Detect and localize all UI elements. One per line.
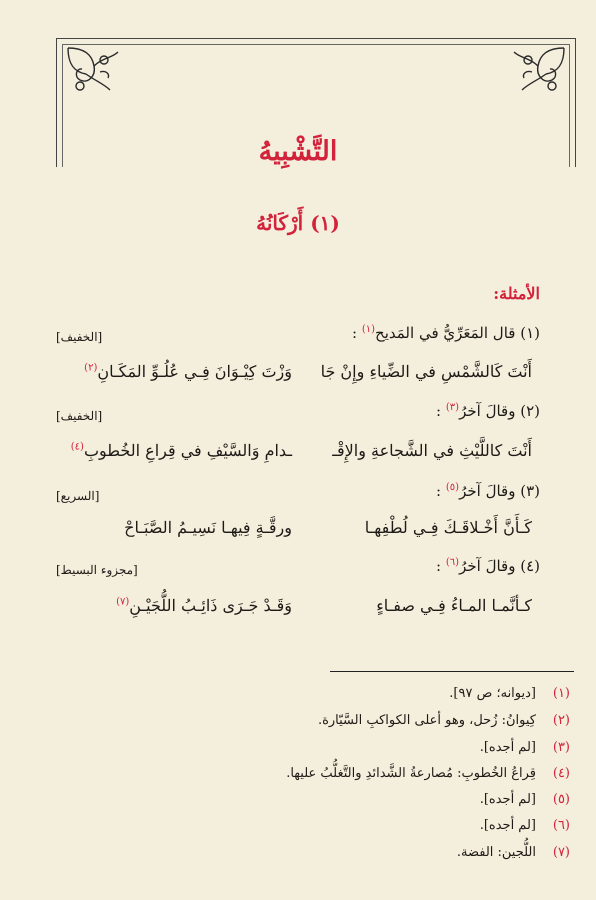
- footnote-number: (٥): [552, 792, 570, 807]
- verse-second-hemistich: ـدامِ وَالسَّيْفِ في قِراعِ الخُطوبِ$^{(٤)}$: [70, 441, 292, 460]
- footnote-item: [286, 766, 570, 781]
- section-title: (١) أَرْكَانُهُ: [256, 211, 340, 235]
- footnote-text: كِيوانُ: زُحل، وهو أعلى الكواكبِ السَّيّارة.: [317, 713, 536, 728]
- example-intro: (١) قال المَعَرِّيُّ في المَديح$^{(١)}$ :: [352, 324, 540, 342]
- footnote-item: [480, 740, 570, 755]
- footnote-ref[interactable]: (٣): [445, 402, 460, 413]
- examples-heading: الأمثلة:: [493, 284, 540, 303]
- verse-second-hemistich: ورقَّـةٍ فِيهـا نَسِيـمُ الصَّبَـاحْ: [124, 518, 292, 537]
- footnote-item: [318, 713, 570, 728]
- footnote-ref[interactable]: (٥): [445, 482, 460, 493]
- meter-label: [السريع]: [56, 489, 100, 503]
- example-intro: (٤) وقالَ آخرُ$^{(٦)}$ :: [436, 557, 540, 575]
- verse-first-hemistich: كَـأَنَّ أَخْـلاقَـكَ فِـي لُطْفِهـا: [364, 518, 532, 537]
- footnote-number: (٦): [552, 818, 570, 833]
- example-intro: (٢) وقالَ آخرُ$^{(٣)}$ :: [436, 402, 540, 420]
- footnote-number: (١): [552, 686, 570, 701]
- verse-second-hemistich: وَقَـدْ جَـرَى ذَائِـبُ اللُّجَيْـنِ$^{(٧)}$: [116, 596, 292, 615]
- verse-first-hemistich: أَنْتَ كاللَّيْثِ في الشَّجاعةِ والإِقْـ: [332, 441, 532, 460]
- chapter-title: التَّشْبِيهُ: [258, 136, 338, 167]
- meter-label: [الخفيف]: [56, 330, 103, 344]
- footnote-item: [480, 792, 570, 807]
- footnote-text: [لم أجده].: [479, 740, 536, 755]
- footnote-item: [457, 845, 570, 860]
- footnote-item: [449, 686, 570, 701]
- meter-label: [مجزوء البسيط]: [56, 563, 138, 577]
- verse-first-hemistich: أَنْتَ كَالشَّمْسِ في الضِّياءِ وإِنْ جَا: [320, 362, 532, 381]
- footnote-text: [لم أجده].: [479, 792, 536, 807]
- footnote-text: قِراعُ الخُطوبِ: مُصارعةُ الشَّدائدِ والتَّغلُّبُ عليها.: [286, 766, 536, 781]
- meter-label: [الخفيف]: [56, 409, 103, 423]
- footnote-ref[interactable]: (٢): [84, 362, 98, 374]
- footnote-ref[interactable]: (٦): [445, 557, 460, 568]
- verse-first-hemistich: كـأنَّمـا المـاءُ فِـي صفـاءٍ: [376, 596, 532, 615]
- verse-second-hemistich: وَزْتَ كِيْـوَانَ فِـي عُلُـوِّ المَكَـانِ$^{(٢)}$: [84, 362, 292, 381]
- example-intro: (٣) وقالَ آخرُ$^{(٥)}$ :: [436, 482, 540, 500]
- footnote-ref[interactable]: (٧): [116, 596, 130, 608]
- footnote-number: (٢): [552, 713, 570, 728]
- footnote-ref[interactable]: (٤): [70, 441, 84, 453]
- footnote-number: (٤): [552, 766, 570, 781]
- footnote-text: اللُّجين: الفضة.: [456, 845, 536, 860]
- footnote-divider: [330, 671, 574, 672]
- floral-ornament-icon: [510, 44, 568, 94]
- footnote-text: [ديوانه؛ ص ٩٧].: [449, 686, 536, 701]
- footnote-ref[interactable]: (١): [361, 324, 376, 335]
- floral-ornament-icon: [64, 44, 122, 94]
- footnote-number: (٣): [552, 740, 570, 755]
- footnote-item: [480, 818, 570, 833]
- footnote-text: [لم أجده].: [479, 818, 536, 833]
- footnote-number: (٧): [552, 845, 570, 860]
